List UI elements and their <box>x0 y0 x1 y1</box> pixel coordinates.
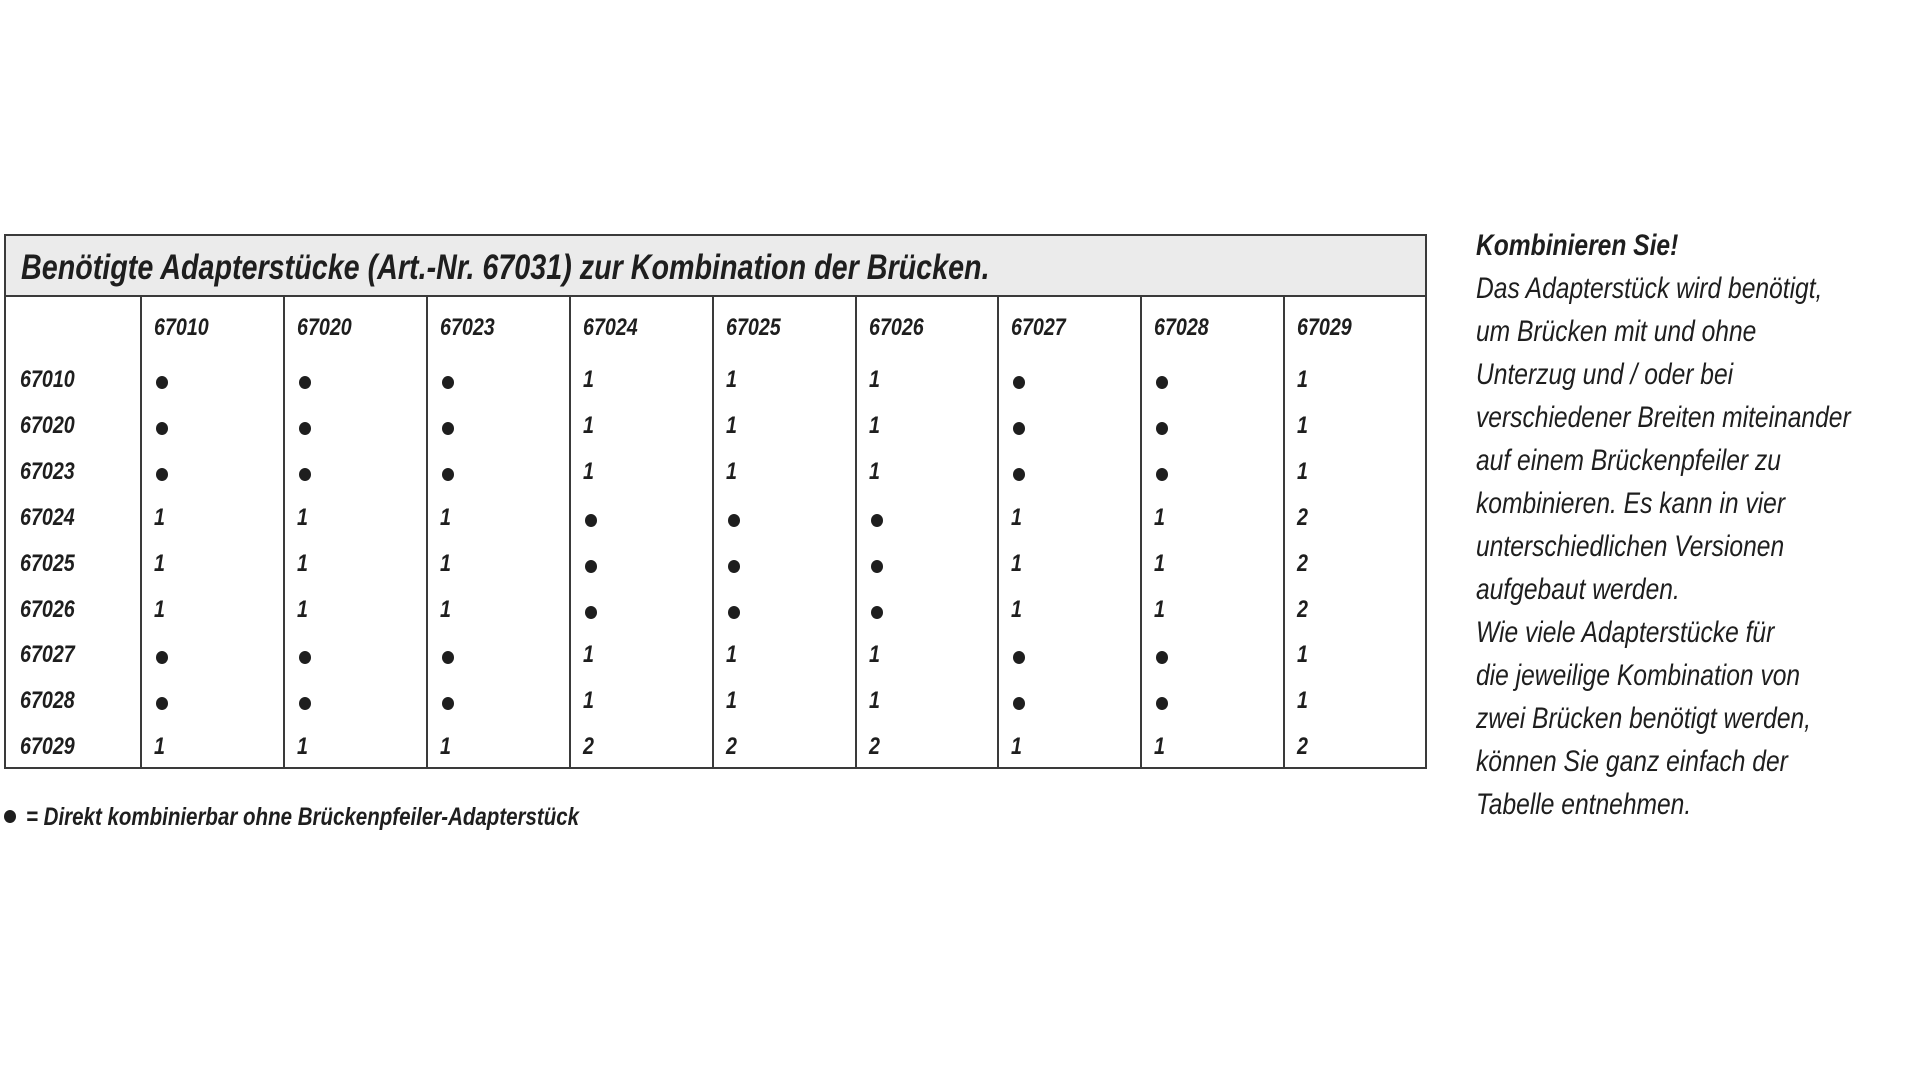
direct-combination-dot-icon <box>299 376 311 389</box>
table-cell: 1 <box>154 595 165 623</box>
column-header: 67024 <box>582 314 638 341</box>
direct-combination-dot-icon <box>299 422 311 435</box>
direct-combination-dot-icon <box>1156 376 1168 389</box>
table-cell: 1 <box>868 411 880 439</box>
table-cell: 1 <box>725 411 737 439</box>
direct-combination-dot-icon <box>156 422 168 435</box>
table-cell: 1 <box>725 641 737 669</box>
table-title-bar <box>6 236 1425 297</box>
sidebar-line <box>1476 267 1916 310</box>
legend-text: = Direkt kombinierbar ohne Brückenpfeiler-Adapterstück <box>26 803 580 831</box>
sidebar-line <box>1476 525 1916 568</box>
column-header: 67029 <box>1297 314 1352 341</box>
sidebar-line <box>1476 783 1916 826</box>
table-title: Benötigte Adapterstücke (Art.-Nr. 67031) zur Kombination der Brücken. <box>21 248 990 287</box>
column-divider <box>283 297 285 767</box>
sidebar-line-text: zwei Brücken benötigt werden, <box>1476 702 1812 735</box>
direct-combination-dot-icon <box>871 606 883 619</box>
table-cell: 2 <box>725 733 737 761</box>
direct-combination-dot-icon <box>442 697 454 710</box>
direct-combination-dot-icon <box>442 422 454 435</box>
direct-combination-dot-icon <box>585 560 597 573</box>
table-cell: 1 <box>725 457 737 485</box>
sidebar-line <box>1476 353 1916 396</box>
direct-combination-dot-icon <box>728 514 740 527</box>
direct-combination-dot-icon <box>1013 468 1025 481</box>
direct-combination-dot-icon <box>728 606 740 619</box>
direct-combination-dot-icon <box>728 560 740 573</box>
table-cell: 1 <box>1297 411 1309 439</box>
direct-combination-dot-icon <box>299 697 311 710</box>
sidebar-line-text: kombinieren. Es kann in vier <box>1476 487 1786 520</box>
sidebar-line-text: Das Adapterstück wird benötigt, <box>1476 272 1823 305</box>
column-divider <box>712 297 714 767</box>
column-divider <box>569 297 571 767</box>
table-cell: 1 <box>582 641 594 669</box>
sidebar-line-text: die jeweilige Kombination von <box>1476 659 1801 692</box>
table-cell: 1 <box>582 411 594 439</box>
legend-footnote <box>4 803 701 832</box>
table-cell: 1 <box>868 366 880 393</box>
table-cell: 1 <box>1154 503 1166 531</box>
table-cell: 1 <box>154 549 165 577</box>
direct-combination-dot-icon <box>871 514 883 527</box>
table-cell: 1 <box>154 733 165 761</box>
direct-combination-dot-icon <box>871 560 883 573</box>
table-cell: 1 <box>439 503 451 531</box>
sidebar-line-text: aufgebaut werden. <box>1476 573 1680 606</box>
column-header: 67027 <box>1011 314 1067 341</box>
table-cell: 1 <box>1297 641 1309 669</box>
row-header: 67027 <box>20 641 75 669</box>
direct-combination-dot-icon <box>442 651 454 664</box>
column-divider <box>997 297 999 767</box>
column-divider <box>855 297 857 767</box>
sidebar-line <box>1476 482 1916 525</box>
direct-combination-dot-icon <box>1013 376 1025 389</box>
table-cell: 1 <box>1011 733 1023 761</box>
row-header: 67028 <box>20 687 75 715</box>
sidebar-line-text: können Sie ganz einfach der <box>1476 745 1788 778</box>
sidebar-line <box>1476 568 1916 611</box>
table-cell: 1 <box>1011 549 1023 577</box>
row-header: 67029 <box>20 733 75 761</box>
sidebar-line-text: Unterzug und / oder bei <box>1476 358 1734 391</box>
column-divider <box>1140 297 1142 767</box>
compatibility-table <box>4 234 1427 769</box>
table-cell: 2 <box>582 733 594 761</box>
direct-combination-dot-icon <box>1013 697 1025 710</box>
sidebar-line-text: Wie viele Adapterstücke für <box>1476 616 1775 649</box>
direct-combination-dot-icon <box>299 468 311 481</box>
sidebar-line-text: auf einem Brückenpfeiler zu <box>1476 444 1781 477</box>
table-cell: 2 <box>1297 549 1309 577</box>
direct-combination-dot-icon <box>156 376 168 389</box>
table-cell: 1 <box>725 366 737 393</box>
column-divider <box>1283 297 1285 767</box>
table-cell: 1 <box>1154 733 1166 761</box>
direct-combination-dot-icon <box>1156 697 1168 710</box>
sidebar-line-text: Tabelle entnehmen. <box>1476 788 1692 821</box>
table-cell: 1 <box>582 457 594 485</box>
table-cell: 1 <box>868 687 880 715</box>
sidebar-line-text: um Brücken mit und ohne <box>1476 315 1757 348</box>
table-cell: 1 <box>582 366 594 393</box>
direct-combination-dot-icon <box>442 376 454 389</box>
table-cell: 1 <box>1297 457 1309 485</box>
table-cell: 1 <box>154 503 165 531</box>
table-cell: 1 <box>439 733 451 761</box>
table-cell: 1 <box>1011 503 1023 531</box>
direct-combination-dot-icon <box>1013 651 1025 664</box>
direct-combination-dot-icon <box>156 468 168 481</box>
sidebar-line <box>1476 654 1916 697</box>
table-cell: 2 <box>868 733 880 761</box>
sidebar-heading <box>1476 224 1916 267</box>
table-cell: 1 <box>296 503 308 531</box>
sidebar-line <box>1476 396 1916 439</box>
column-header: 67010 <box>154 314 209 341</box>
info-sidebar <box>1476 224 1916 826</box>
row-header: 67024 <box>20 503 75 531</box>
bullet-dot-icon <box>4 810 16 823</box>
column-header: 67028 <box>1154 314 1210 341</box>
direct-combination-dot-icon <box>585 606 597 619</box>
direct-combination-dot-icon <box>1013 422 1025 435</box>
sidebar-line <box>1476 740 1916 783</box>
row-header: 67026 <box>20 595 75 623</box>
table-cell: 2 <box>1297 595 1309 623</box>
table-cell: 1 <box>868 457 880 485</box>
row-header: 67010 <box>20 366 75 393</box>
direct-combination-dot-icon <box>1156 651 1168 664</box>
direct-combination-dot-icon <box>585 514 597 527</box>
direct-combination-dot-icon <box>442 468 454 481</box>
table-cell: 1 <box>296 733 308 761</box>
column-header: 67020 <box>296 314 352 341</box>
table-cell: 1 <box>1297 366 1309 393</box>
table-cell: 1 <box>582 687 594 715</box>
sidebar-line-text: verschiedener Breiten miteinander <box>1476 401 1851 434</box>
column-header: 67025 <box>725 314 781 341</box>
table-cell: 1 <box>1154 595 1166 623</box>
row-header: 67025 <box>20 549 75 577</box>
sidebar-body <box>1476 267 1916 826</box>
row-header: 67020 <box>20 411 75 439</box>
table-cell: 1 <box>1154 549 1166 577</box>
row-header: 67023 <box>20 457 75 485</box>
table-cell: 1 <box>439 549 451 577</box>
table-cell: 1 <box>296 549 308 577</box>
sidebar-line <box>1476 611 1916 654</box>
direct-combination-dot-icon <box>299 651 311 664</box>
table-cell: 1 <box>1297 687 1309 715</box>
table-cell: 1 <box>439 595 451 623</box>
direct-combination-dot-icon <box>156 697 168 710</box>
sidebar-line <box>1476 310 1916 353</box>
column-header: 67023 <box>439 314 495 341</box>
sidebar-line <box>1476 439 1916 482</box>
direct-combination-dot-icon <box>156 651 168 664</box>
column-divider <box>426 297 428 767</box>
table-cell: 2 <box>1297 733 1309 761</box>
table-cell: 1 <box>296 595 308 623</box>
sidebar-line-text: unterschiedlichen Versionen <box>1476 530 1785 563</box>
table-cell: 1 <box>868 641 880 669</box>
direct-combination-dot-icon <box>1156 422 1168 435</box>
column-divider <box>140 297 142 767</box>
column-header: 67026 <box>868 314 924 341</box>
sidebar-heading-text: Kombinieren Sie! <box>1476 229 1679 262</box>
sidebar-line <box>1476 697 1916 740</box>
table-cell: 2 <box>1297 503 1309 531</box>
direct-combination-dot-icon <box>1156 468 1168 481</box>
table-cell: 1 <box>1011 595 1023 623</box>
table-cell: 1 <box>725 687 737 715</box>
